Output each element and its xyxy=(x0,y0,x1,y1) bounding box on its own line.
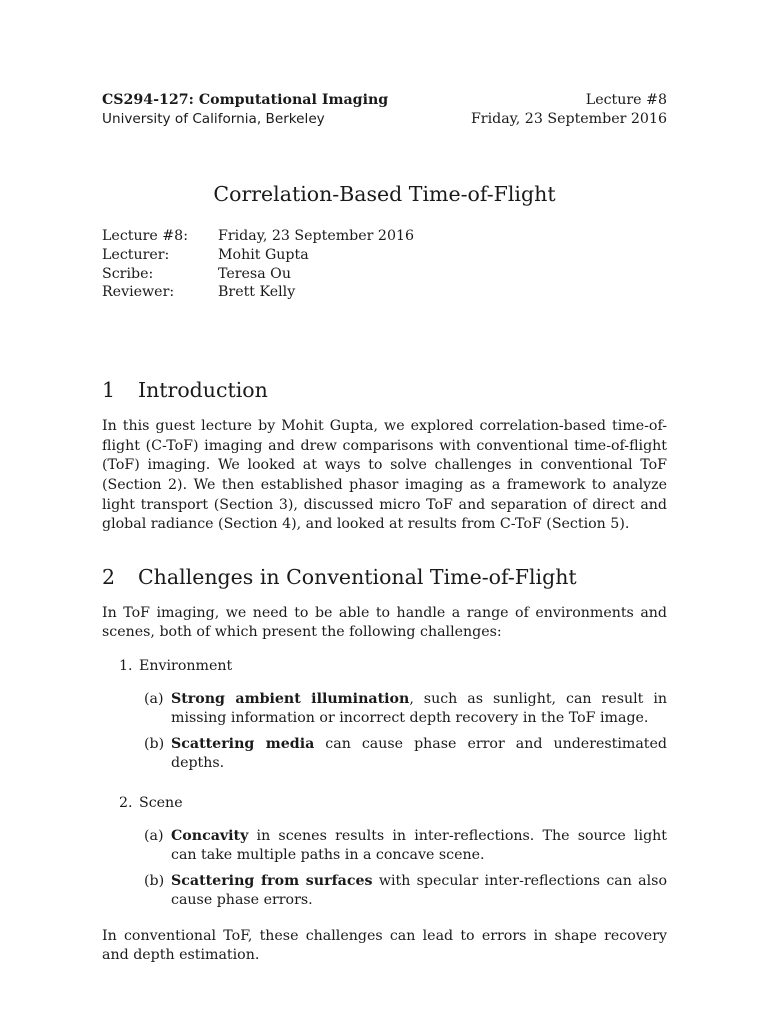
list-number: 1. xyxy=(119,657,133,674)
sublist-term: Concavity xyxy=(171,827,249,844)
list-item-environment xyxy=(119,657,667,677)
section-heading-introduction xyxy=(102,377,667,403)
university-name: University of California, Berkeley xyxy=(102,111,325,127)
lecture-date: Friday, 23 September 2016 xyxy=(470,111,667,127)
challenges-intro-paragraph: In ToF imaging, we need to be able to handle a range of environments and scenes, both of which present the following challenges: xyxy=(102,604,667,641)
section-title: Challenges in Conventional Time-of-Flight xyxy=(138,564,577,589)
lecture-header xyxy=(102,91,667,129)
scene-sublist xyxy=(144,827,667,911)
document-page xyxy=(102,91,667,966)
meta-label: Lecturer: xyxy=(102,246,170,263)
section-number: 1 xyxy=(102,378,116,403)
sublist-term: Strong ambient illumination xyxy=(171,690,410,707)
meta-value: Brett Kelly xyxy=(218,284,296,301)
sublist-label: (b) xyxy=(144,872,165,889)
sublist-term: Scattering media xyxy=(171,735,315,752)
lecture-metadata xyxy=(102,227,667,302)
list-item-scene xyxy=(119,794,667,814)
meta-row xyxy=(102,283,667,302)
sublist-item xyxy=(144,735,667,774)
meta-value: Mohit Gupta xyxy=(218,246,309,263)
meta-row xyxy=(102,265,667,284)
sublist-label: (a) xyxy=(144,690,164,707)
meta-row xyxy=(102,246,667,265)
sublist-text: , such as sunlight, can result in missing information or incorrect depth recovery in the ToF image. xyxy=(171,690,668,727)
meta-label: Lecture #8: xyxy=(102,228,188,244)
list-number: 2. xyxy=(119,794,133,811)
meta-label: Scribe: xyxy=(102,265,154,282)
challenges-list xyxy=(102,657,667,911)
sublist-label: (b) xyxy=(144,735,165,752)
sublist-term: Scattering from surfaces xyxy=(171,872,373,889)
meta-row xyxy=(102,227,667,246)
section-title: Introduction xyxy=(138,378,268,403)
meta-label: Reviewer: xyxy=(102,284,175,301)
list-item-text: Environment xyxy=(139,657,233,674)
sublist-text: can cause phase error and underestimated depths. xyxy=(171,735,667,772)
sublist-text: in scenes results in inter-reflections. The source light can take multiple paths in a concave scene. xyxy=(171,827,667,864)
list-item-text: Scene xyxy=(139,794,183,811)
sublist-item xyxy=(144,690,667,729)
lecture-number: Lecture #8 xyxy=(585,92,667,108)
sublist-label: (a) xyxy=(144,827,164,844)
introduction-paragraph: In this guest lecture by Mohit Gupta, we explored correlation-based time-of-flight (C-ToF) imaging and drew comparisons with conventional time-of-flight (ToF) imaging. We looked at ways to solve challenges in conventional ToF (Section 2). We then established phasor imaging as a framework to analyze light transport (Section 3), discussed micro ToF and separation of direct and global radiance (Section 4), and looked at results from C-ToF (Section 5). xyxy=(102,418,667,533)
challenges-closing-paragraph: In conventional ToF, these challenges can lead to errors in shape recovery and depth estimation. xyxy=(102,927,667,964)
environment-sublist xyxy=(144,690,667,774)
sublist-text: with specular inter-reflections can also cause phase errors. xyxy=(171,872,667,909)
course-name: CS294-127: Computational Imaging xyxy=(102,92,389,108)
meta-value: Teresa Ou xyxy=(218,265,291,282)
section-number: 2 xyxy=(102,564,116,589)
meta-value: Friday, 23 September 2016 xyxy=(218,228,415,244)
sublist-item xyxy=(144,827,667,866)
document-title: Correlation-Based Time-of-Flight xyxy=(213,182,556,206)
section-heading-challenges xyxy=(102,564,667,590)
sublist-item xyxy=(144,872,667,911)
